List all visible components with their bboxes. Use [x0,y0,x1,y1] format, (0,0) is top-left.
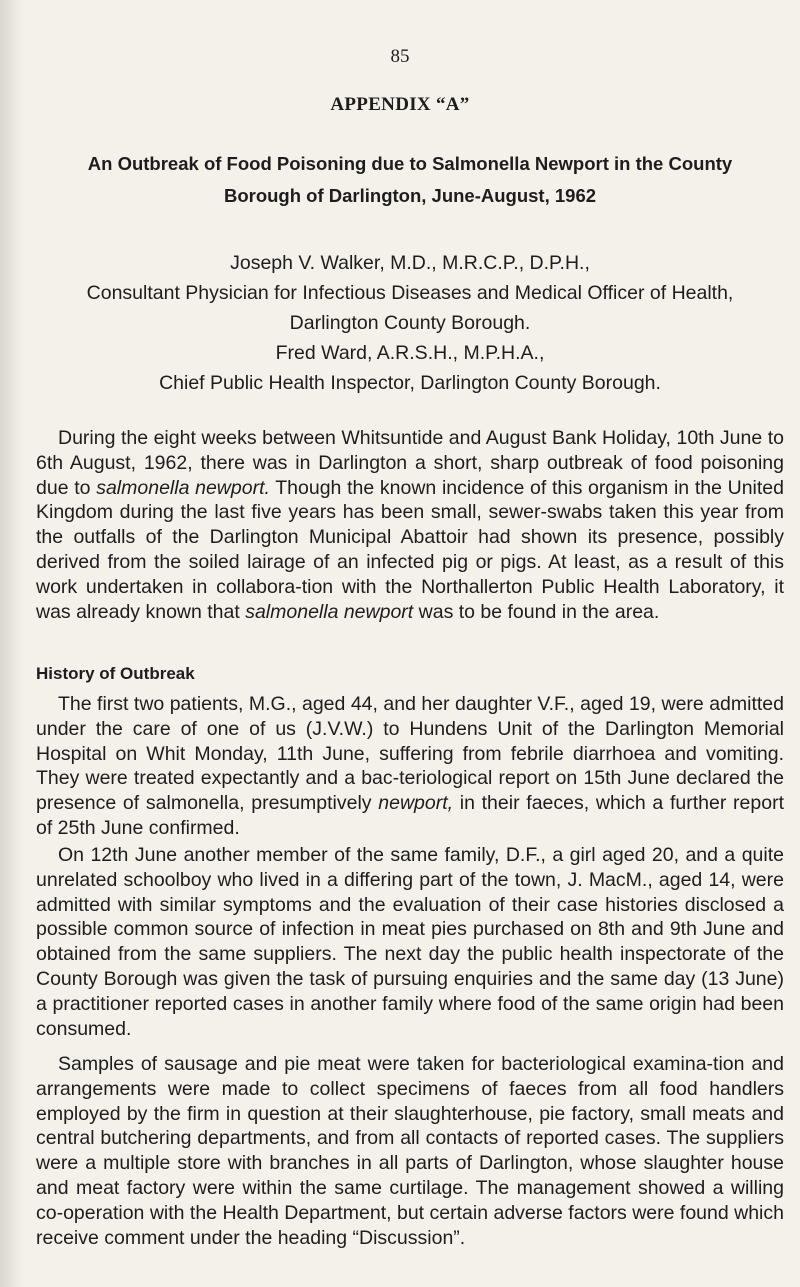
intro-organism-2: salmonella newport [245,600,414,623]
author-1-role: Consultant Physician for Infectious Diseases and Medical Officer of Health, [86,282,734,304]
intro-text-2: Though the known incidence of this organism in the United Kingdom during the last five years has been small, sewer-swabs taken this year from the outfalls of the Darlington Municipal Abattoir had shown its presence, possibly derived from the soiled lairage of an infected pig or pigs. At least, as a result of this work undertaken in collabora-tion with the Northallerton Public Health Laboratory, it was already known that [36,476,784,623]
author-2-role: Chief Public Health Inspector, Darlington County Borough. [159,372,661,394]
history-1-text-2: in their faeces, which a further report of 25th June confirmed. [36,792,784,839]
section-heading-history: History of Outbreak [36,664,195,683]
page-number: 85 [390,46,410,67]
history-1-organism: newport, [378,792,454,815]
intro-paragraph [36,426,784,624]
intro-text-3: was to be found in the area. [413,600,660,623]
appendix-title: APPENDIX “A” [330,94,470,115]
author-block-2 [30,338,790,398]
history-paragraph-3: Samples of sausage and pie meat were taken for bacteriological examina-tion and arrangements were made to collect specimens of faeces from all food handlers employed by the firm in question at their slaughterhouse, pie factory, small meats and central butchering departments, and from all contacts of reported cases. The suppliers were a multiple store with branches in all parts of Darlington, whose slaughter house and meat factory were within the same curtilage. The management showed a willing co-operation with the Health Department, but certain adverse factors were found which receive comment under the heading “Discussion”. [36,1053,784,1249]
history-1-text-1: The first two patients, M.G., aged 44, and her daughter V.F., aged 19, were admitted under the care of one of us (J.V.W.) to Hundens Unit of the Darlington Memorial Hospital on Whit Monday, 11th June, suffering from febrile diarrhoea and vomiting. They were treated expectantly and a bac-teriological report on 15th June declared the presence of salmonella, presumptively [36,693,784,815]
history-paragraph-1 [36,692,784,841]
author-2-name: Fred Ward, A.R.S.H., M.P.H.A., [275,342,545,364]
author-block-1 [30,248,790,338]
intro-text-1: During the eight weeks between Whitsuntide and August Bank Holiday, 10th June to 6th August, 1962, there was in Darlington a short, sharp outbreak of food poisoning due to [36,427,784,499]
page-edge-shadow [0,0,26,1287]
title-line-2: Borough of Darlington, June-August, 1962 [223,185,597,206]
document-title [30,148,790,212]
title-line-1: An Outbreak of Food Poisoning due to Salmonella Newport in the County [87,153,733,174]
author-1-affiliation: Darlington County Borough. [289,312,531,334]
intro-organism-1: salmonella newport. [96,476,270,499]
author-1-name: Joseph V. Walker, M.D., M.R.C.P., D.P.H., [230,252,590,274]
history-paragraph-2: On 12th June another member of the same family, D.F., a girl aged 20, and a quite unrelated schoolboy who lived in a differing part of the town, J. MacM., aged 14, were admitted with similar symptoms and the evaluation of their case histories disclosed a possible common source of infection in meat pies purchased on 8th and 9th June and obtained from the same suppliers. The next day the public health inspectorate of the County Borough was given the task of pursuing enquiries and the same day (13 June) a practitioner reported cases in another family where food of the same origin had been consumed. [36,844,784,1040]
